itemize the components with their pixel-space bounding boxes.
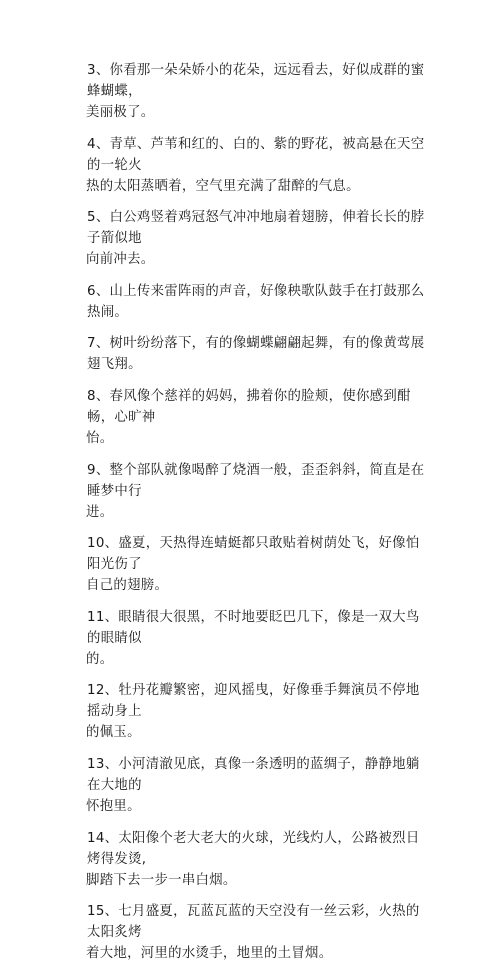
item-number: 6、 bbox=[87, 283, 110, 299]
item-text: 眼睛很大很黑，不时地要眨巴几下，像是一双大鸟的眼睛似 bbox=[87, 609, 420, 646]
item-text-continuation: 美丽极了。 bbox=[86, 105, 155, 120]
item-number: 11、 bbox=[87, 609, 119, 625]
list-item bbox=[87, 680, 432, 743]
item-text: 白公鸡竖着鸡冠怒气冲冲地扇着翅膀，伸着长长的脖子箭似地 bbox=[87, 210, 425, 247]
item-number: 10、 bbox=[87, 536, 119, 552]
item-number: 12、 bbox=[87, 683, 119, 699]
item-text: 牡丹花瓣繁密，迎风摇曳，好像垂手舞演员不停地摇动身上 bbox=[87, 683, 420, 720]
item-text: 春风像个慈祥的妈妈，拂着你的脸颊，使你感到酣畅，心旷神 bbox=[87, 388, 411, 425]
list-item bbox=[87, 607, 432, 670]
item-number: 13、 bbox=[87, 756, 119, 772]
item-text: 青草、芦苇和红的、白的、紫的野花，被高悬在天空的一轮火 bbox=[87, 136, 425, 173]
item-text-continuation: 热的太阳蒸晒着，空气里充满了甜醉的气息。 bbox=[86, 178, 360, 194]
item-number: 3、 bbox=[87, 63, 110, 78]
list-item bbox=[87, 333, 432, 375]
item-text-continuation: 怀抱里。 bbox=[86, 798, 141, 814]
item-text: 太阳像个老大老大的火球，光线灼人，公路被烈日烤得发烫, bbox=[87, 830, 420, 867]
list-item bbox=[87, 460, 432, 523]
item-text-continuation: 的。 bbox=[86, 651, 114, 667]
item-number: 14、 bbox=[87, 830, 119, 846]
list-item bbox=[87, 533, 432, 596]
item-text: 你看那一朵朵娇小的花朵，远远看去，好似成群的蜜蜂蝴蝶， bbox=[87, 63, 425, 99]
item-number: 15、 bbox=[87, 904, 119, 920]
list-item bbox=[87, 207, 432, 270]
item-text-continuation: 向前冲去。 bbox=[86, 252, 155, 268]
list-item bbox=[87, 901, 432, 964]
list-item bbox=[87, 281, 432, 323]
list-item bbox=[87, 754, 432, 817]
list-item bbox=[87, 134, 432, 197]
item-text: 小河清澈见底，真像一条透明的蓝绸子，静静地躺在大地的 bbox=[87, 756, 420, 793]
item-text-continuation: 进。 bbox=[86, 504, 114, 520]
item-text-continuation: 的佩玉。 bbox=[86, 725, 141, 741]
list-item bbox=[87, 386, 432, 449]
item-number: 4、 bbox=[87, 136, 110, 152]
list-item bbox=[87, 60, 432, 123]
item-text: 山上传来雷阵雨的声音，好像秧歌队鼓手在打鼓那么热闹。 bbox=[87, 283, 425, 320]
item-number: 7、 bbox=[87, 336, 110, 352]
item-text: 树叶纷纷落下，有的像蝴蝶翩翩起舞，有的像黄莺展翅飞翔。 bbox=[87, 336, 425, 373]
item-text: 整个部队就像喝醉了烧酒一般，歪歪斜斜，简直是在睡梦中行 bbox=[87, 462, 425, 499]
item-number: 5、 bbox=[87, 210, 110, 226]
item-text-continuation: 自己的翅膀。 bbox=[86, 578, 169, 594]
item-text-continuation: 着大地，河里的水烫手，地里的土冒烟。 bbox=[86, 946, 333, 962]
sentence-list bbox=[87, 60, 432, 975]
item-number: 9、 bbox=[87, 462, 110, 478]
item-text-continuation: 怡。 bbox=[86, 430, 114, 446]
item-text: 七月盛夏，瓦蓝瓦蓝的天空没有一丝云彩，火热的太阳炙烤 bbox=[87, 904, 420, 941]
item-text: 盛夏，天热得连蜻蜓都只敢贴着树荫处飞，好像怕阳光伤了 bbox=[87, 536, 420, 573]
item-text-continuation: 脚踏下去一步一串白烟。 bbox=[86, 872, 237, 888]
item-number: 8、 bbox=[87, 388, 110, 404]
list-item bbox=[87, 828, 432, 891]
